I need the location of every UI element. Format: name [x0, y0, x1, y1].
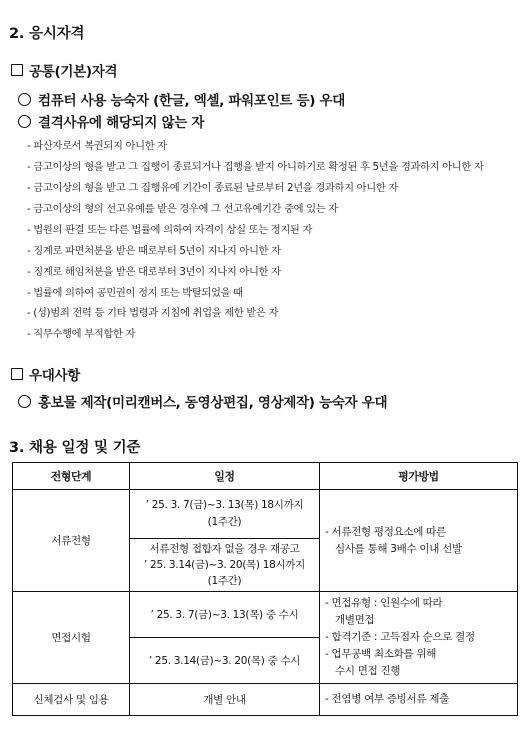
- method-line: - 합격기준 : 고득점자 순으로 결정: [325, 631, 475, 643]
- requirement-no-disqualification: [18, 111, 204, 131]
- schedule-line: ’ 25. 3. 7(금)~3. 13(목) 18시까지: [145, 499, 304, 511]
- method-line: 개별면접: [335, 614, 375, 626]
- stage-interview: 면접시험: [13, 592, 130, 684]
- header-stage: 전형단계: [13, 463, 130, 490]
- schedule-line: (1주간): [207, 575, 242, 587]
- preference-item: [18, 391, 387, 411]
- disqualification-item: - 금고이상의 형의 선고유예를 받은 경우에 그 선고유예기간 중에 있는 자: [27, 203, 338, 215]
- section-2-heading: 2. 응시자격: [9, 26, 85, 42]
- method-document: [320, 490, 518, 592]
- section-3-heading: 3. 채용 일정 및 기준: [9, 440, 141, 456]
- disqualification-item: - 법률에 의하여 공민권이 정지 또는 박탈되었을 때: [27, 287, 243, 299]
- disqualification-item: - 금고이상의 형을 받고 그 집행이 종료되거나 집행을 받지 아니하기로 확정된 후 5년을 경과하지 아니한 자: [27, 161, 484, 173]
- circle-bullet-icon: [18, 395, 31, 408]
- stage-document: 서류전형: [13, 490, 130, 592]
- preference-item-text: 홍보물 제작(미리캔버스, 동영상편집, 영상제작) 능숙자 우대: [38, 395, 388, 411]
- schedule-interview-first: ’ 25. 3. 7(금)~3. 13(목) 중 수시: [130, 592, 320, 638]
- method-line: 심사를 통해 3배수 이내 선발: [335, 542, 462, 555]
- preference-label: 우대사항: [29, 368, 80, 384]
- method-final: - 전염병 여부 증빙서류 제출: [320, 684, 518, 716]
- schedule-document-repost: [130, 539, 320, 592]
- table-row: [13, 490, 518, 539]
- method-interview: [320, 592, 518, 684]
- table-header-row: [13, 463, 518, 490]
- stage-final: 신체검사 및 임용: [13, 684, 130, 716]
- disqualification-item: - 금고이상의 형을 받고 그 집행유예 기간이 종료된 날로부터 2년을 경과하지 아니한 자: [27, 182, 398, 194]
- header-schedule: 일정: [130, 463, 320, 490]
- disqualification-item: - 법원의 판결 또는 다른 법률에 의하여 자격이 상실 또는 정지된 자: [27, 224, 313, 236]
- header-method: 평가방법: [320, 463, 518, 490]
- checkbox-square-icon: [11, 64, 23, 76]
- requirement-no-disqualification-text: 결격사유에 해당되지 않는 자: [38, 115, 205, 131]
- method-line: - 업무공백 최소화를 위해: [325, 648, 437, 660]
- disqualification-item: - 파산자로서 복권되지 아니한 자: [27, 140, 167, 152]
- disqualification-item: - (성)범죄 전력 등 기타 법령과 지침에 취업을 제한 받은 자: [27, 307, 279, 319]
- schedule-line: ’ 25. 3.14(금)~3. 20(목) 18시까지: [143, 559, 305, 571]
- method-line: - 서류전형 평정요소에 따른: [325, 525, 446, 538]
- table-row: [13, 684, 518, 716]
- circle-bullet-icon: [18, 115, 31, 128]
- table-row: [13, 592, 518, 638]
- schedule-final: 개별 안내: [130, 684, 320, 716]
- schedule-document-first: [130, 490, 320, 539]
- checkbox-square-icon: [11, 368, 23, 380]
- common-qualification-title: [11, 60, 117, 80]
- schedule-interview-second: ’ 25. 3.14(금)~3. 20(목) 중 수시: [130, 638, 320, 684]
- requirement-computer-skills: [18, 89, 345, 109]
- preference-title: [11, 364, 80, 384]
- method-line: - 면접유형 : 인원수에 따라: [325, 597, 443, 609]
- common-qualification-label: 공통(기본)자격: [29, 64, 118, 80]
- schedule-table: [12, 462, 518, 716]
- schedule-line: (1주간): [207, 516, 242, 528]
- requirement-computer-skills-text: 컴퓨터 사용 능숙자 (한글, 엑셀, 파워포인트 등) 우대: [38, 93, 346, 109]
- disqualification-item: - 징계로 해임처분을 받은 대로부터 3년이 지나지 아니한 자: [27, 266, 281, 278]
- disqualification-item: - 직무수행에 부적합한 자: [27, 328, 136, 340]
- schedule-line: 서류전형 접합자 없을 경우 재공고: [149, 543, 300, 555]
- method-line: 수시 면접 진행: [335, 665, 401, 677]
- circle-bullet-icon: [18, 93, 31, 106]
- disqualification-item: - 징계로 파면처분을 받은 때로부터 5년이 지나지 아니한 자: [27, 245, 281, 257]
